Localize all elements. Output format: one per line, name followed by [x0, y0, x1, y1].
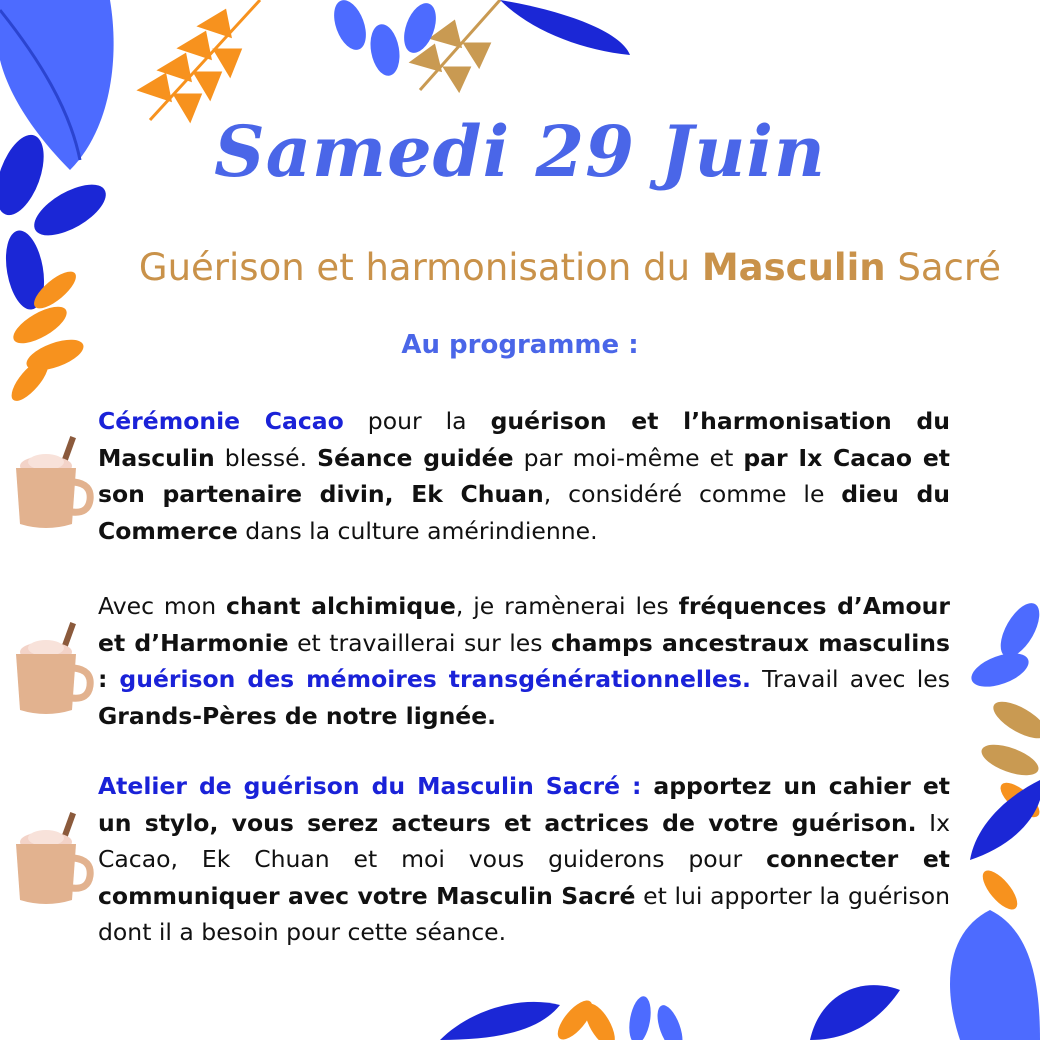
p2-bold: fréquences d’Amour et d’Harmonie: [98, 592, 950, 657]
programme-heading: Au programme :: [401, 330, 639, 360]
p1-text: par moi-même et: [513, 443, 744, 472]
p1-text: blessé.: [214, 443, 318, 472]
p2-text: , je ramènerai les: [455, 592, 679, 620]
paragraph-chant: [98, 588, 950, 734]
p2-bold: chant alchimique: [226, 592, 456, 620]
p3-bold: apportez un cahier et un stylo, vous serez acteurs et actrices de votre guérison.: [98, 772, 951, 837]
p1-ceremony-cacao: Cérémonie Cacao: [98, 407, 344, 435]
p1-bold: guérison et l’harmonisation du Masculin: [98, 407, 950, 472]
subtitle-part2: Sacré: [885, 246, 1002, 289]
p1-text: dans la culture amérindienne.: [237, 516, 598, 545]
cocoa-mug-icon: [6, 812, 98, 908]
subtitle-bold: Masculin: [701, 246, 886, 289]
p2-text: et travaillerai sur les: [288, 628, 551, 657]
p1-text: pour la: [343, 407, 491, 435]
p2-text: Travail avec les: [750, 665, 951, 693]
p1-bold: Séance guidée: [317, 443, 514, 472]
p1-bold: dieu du Commerce: [98, 480, 950, 545]
p2-bold: Grands-Pères de notre lignée.: [98, 701, 497, 730]
p2-text: Avec mon: [98, 592, 227, 620]
p3-text: et lui apporter la guérison dont il a besoin pour cette séance.: [98, 881, 950, 946]
subtitle-part1: Guérison et harmonisation du: [138, 246, 702, 289]
p3-text: Ix Cacao, Ek Chuan et moi vous guiderons pour: [98, 808, 950, 873]
p1-bold: par Ix Cacao et son partenaire divin, Ek Chuan: [98, 443, 950, 508]
paragraph-atelier: [98, 768, 950, 951]
page-title: Samedi 29 Juin: [214, 110, 826, 193]
p3-atelier: Atelier de guérison du Masculin Sacré :: [98, 772, 642, 800]
p2-memoires: guérison des mémoires transgénérationnelles.: [107, 665, 751, 693]
cocoa-mug-icon: [6, 622, 98, 718]
cocoa-mug-icon: [6, 436, 98, 532]
p2-bold: champs ancestraux masculins :: [98, 628, 950, 693]
p1-text: , considéré comme le: [543, 480, 842, 508]
p3-bold: connecter et communiquer avec votre Masculin Sacré: [98, 845, 950, 910]
paragraph-ceremony: [98, 403, 950, 549]
subtitle: [100, 246, 1040, 289]
